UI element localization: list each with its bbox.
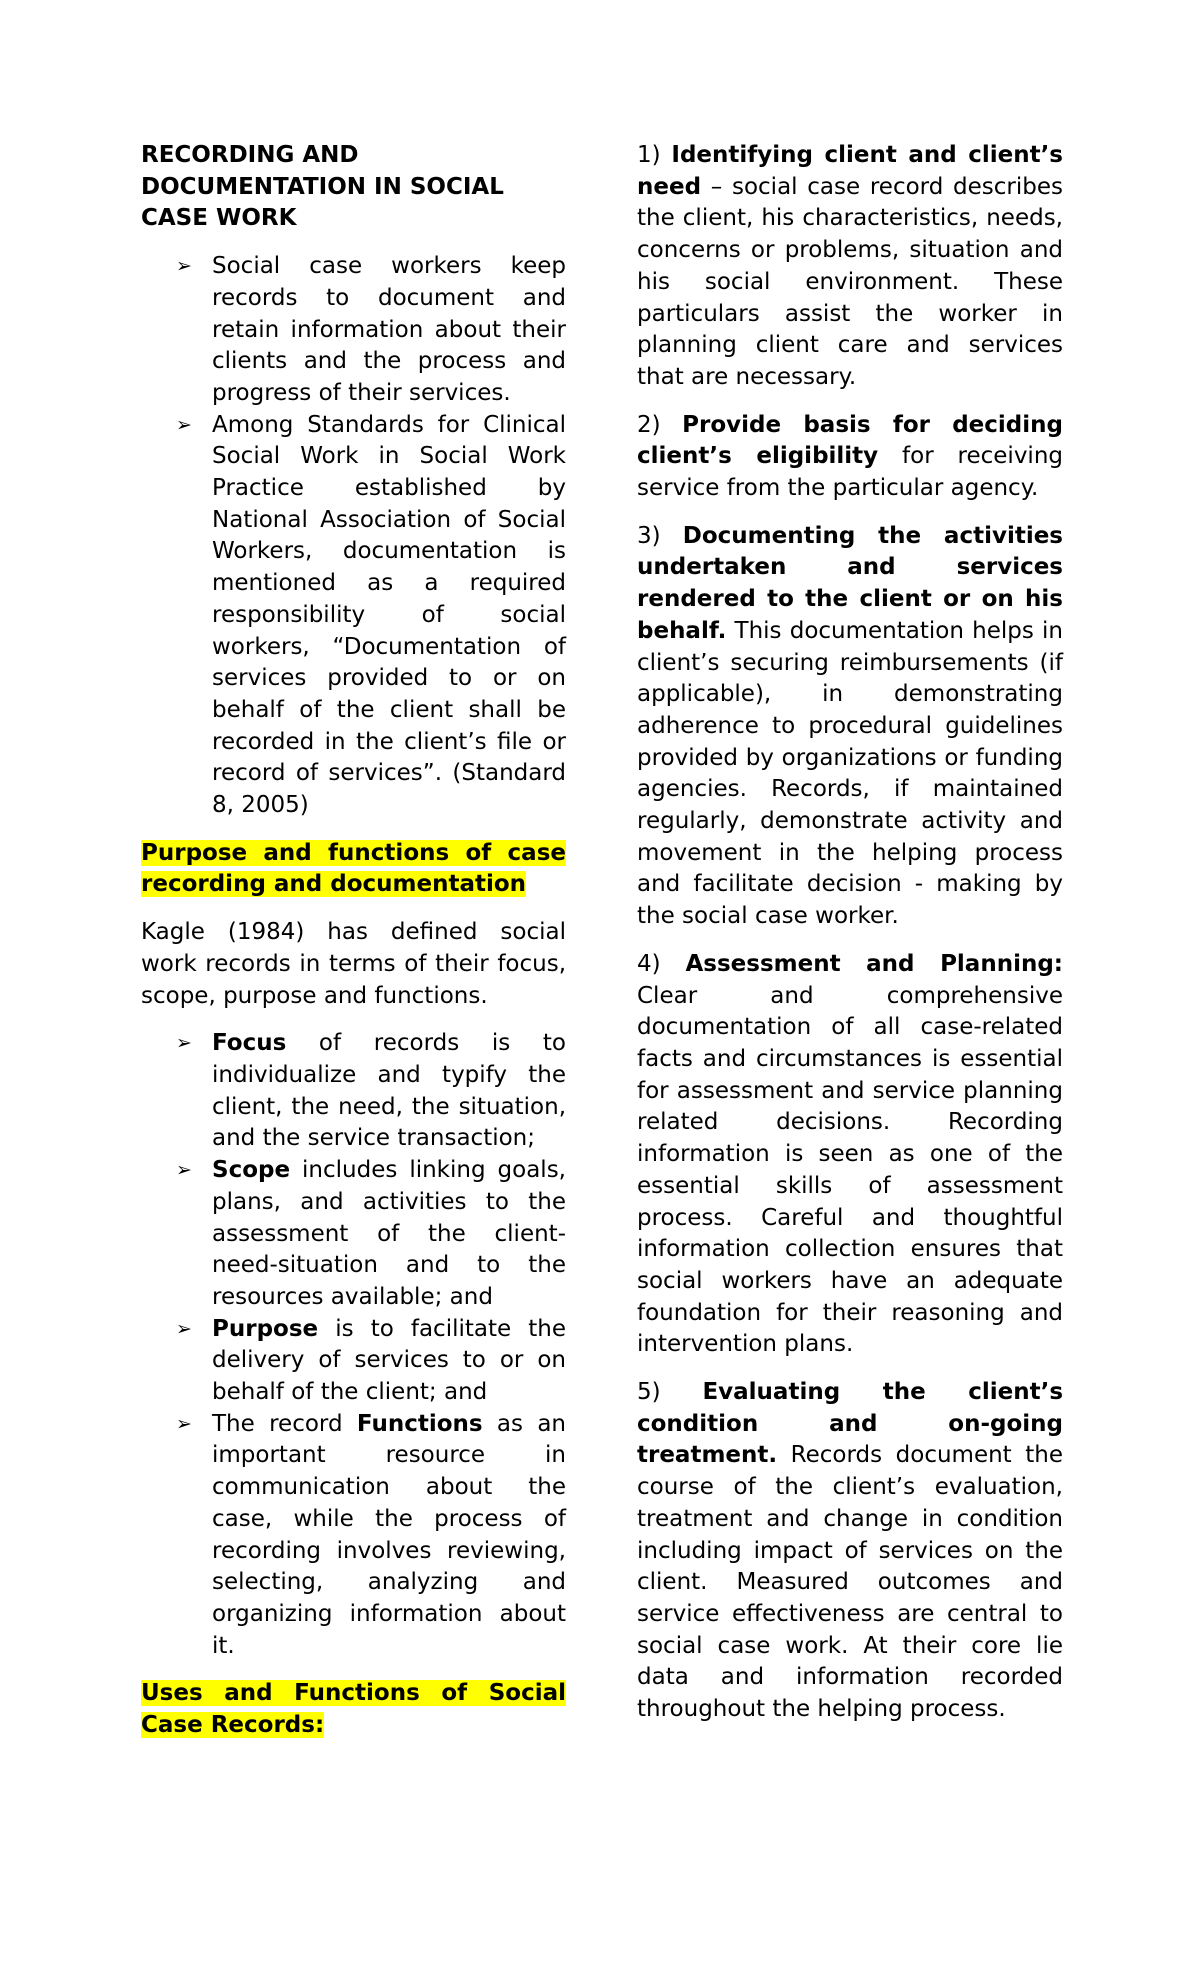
item-number: 5)	[637, 1379, 703, 1406]
bullet-text: Among Standards for Clinical Social Work in Social Work Practice established by National Association of Social Workers, documentation is mentioned as a required responsibility of social workers, “Documentation of services provided to or on behalf of the client shall be recorded in the client’s file or record of services”. (Standard 8, 2005)	[212, 411, 566, 819]
item-text: – social case record describes the client, his characteristics, needs, concerns or problems, situation and his social environment. These particulars assist the worker in planning client care and services that are necessary.	[637, 173, 1063, 390]
item-text: Records document the course of the client’s evaluation, treatment and change in condition including impact of services on the client. Measured outcomes and service effectiveness are central to social case work. At their core lie data and information recorded throughout the helping process.	[637, 1442, 1063, 1723]
item-text: This documentation helps in client’s securing reimbursements (if applicable), in demonstrating adherence to procedural guidelines provided by organizations or funding agencies. Records, if maintained regularly, demonstrate activity and movement in the helping process and facilitate decision - making by the social case worker.	[637, 617, 1063, 930]
numbered-item-2	[637, 410, 1063, 505]
bullet-keyword: Functions	[356, 1410, 483, 1437]
item-text: for receiving service from the particular agency.	[637, 443, 1064, 502]
numbered-item-4	[637, 949, 1063, 1361]
arrowhead-bullet-icon: ➢	[176, 413, 192, 436]
item-keyword: Assessment and Planning:	[685, 950, 1063, 977]
numbered-item-5	[637, 1377, 1063, 1726]
item-keyword: Provide basis for deciding client’s eligibility	[637, 411, 1063, 470]
bullet-keyword: Scope	[212, 1157, 291, 1184]
list-item	[141, 410, 566, 822]
item-keyword: Documenting the activities undertaken and services rendered to the client or on his behalf.	[637, 522, 1064, 644]
item-number: 4)	[637, 950, 686, 977]
bullet-keyword: Focus	[212, 1030, 287, 1057]
arrowhead-bullet-icon: ➢	[176, 1317, 192, 1340]
kagle-paragraph: Kagle (1984) has defined social work records in terms of their focus, scope, purpose and functions.	[141, 919, 566, 1009]
bullet-text: includes linking goals, plans, and activities to the assessment of the client-need-situation and to the resources available; and	[212, 1157, 566, 1310]
list-item	[141, 1155, 566, 1314]
list-item	[141, 1409, 566, 1663]
bullet-keyword: Purpose	[212, 1315, 319, 1342]
arrowhead-bullet-icon: ➢	[176, 1412, 192, 1435]
section-heading-purpose	[141, 838, 566, 901]
bullet-prefix: The record	[212, 1410, 357, 1437]
arrowhead-bullet-icon: ➢	[176, 1159, 192, 1182]
bullet-text: of records is to individualize and typify the client, the need, the situation, and the service transaction;	[212, 1030, 566, 1152]
item-number: 3)	[637, 522, 683, 549]
list-item	[141, 1314, 566, 1409]
bullet-text: is to facilitate the delivery of services to or on behalf of the client; and	[212, 1315, 566, 1406]
numbered-item-1	[637, 140, 1063, 394]
intro-bullet-list	[141, 251, 566, 822]
item-text: Clear and comprehensive documentation of all case-related facts and circumstances is essential for assessment and service planning related decisions. Recording information is seen as one of the essential skills of assessment process. Careful and thoughtful information collection ensures that social workers have an adequate foundation for their reasoning and intervention plans.	[637, 982, 1063, 1358]
bullet-text: Social case workers keep records to document and retain information about their clients and the process and progress of their services.	[212, 253, 566, 406]
highlighted-heading-text: Purpose and functions of case recording and documentation	[141, 839, 566, 898]
arrowhead-bullet-icon: ➢	[176, 1032, 192, 1055]
item-number: 2)	[637, 411, 683, 438]
arrowhead-bullet-icon: ➢	[176, 255, 192, 278]
right-column	[637, 140, 1063, 1742]
item-keyword: Evaluating the client’s condition and on-going treatment.	[637, 1379, 1064, 1469]
item-keyword: Identifying client and client’s need	[637, 142, 1063, 200]
document-title: RECORDING AND DOCUMENTATION IN SOCIAL CASE WORK	[141, 142, 504, 232]
left-column	[141, 140, 566, 1758]
numbered-item-3	[637, 521, 1063, 933]
list-item	[141, 251, 566, 410]
section-heading-uses	[141, 1678, 566, 1741]
list-item	[141, 1028, 566, 1155]
highlighted-heading-text: Uses and Functions of Social Case Records:	[141, 1680, 566, 1739]
kagle-bullet-list	[141, 1028, 566, 1662]
bullet-text: as an important resource in communication about the case, while the process of recording involves reviewing, selecting, analyzing and organizing information about it.	[212, 1410, 567, 1659]
item-number: 1)	[637, 142, 672, 168]
